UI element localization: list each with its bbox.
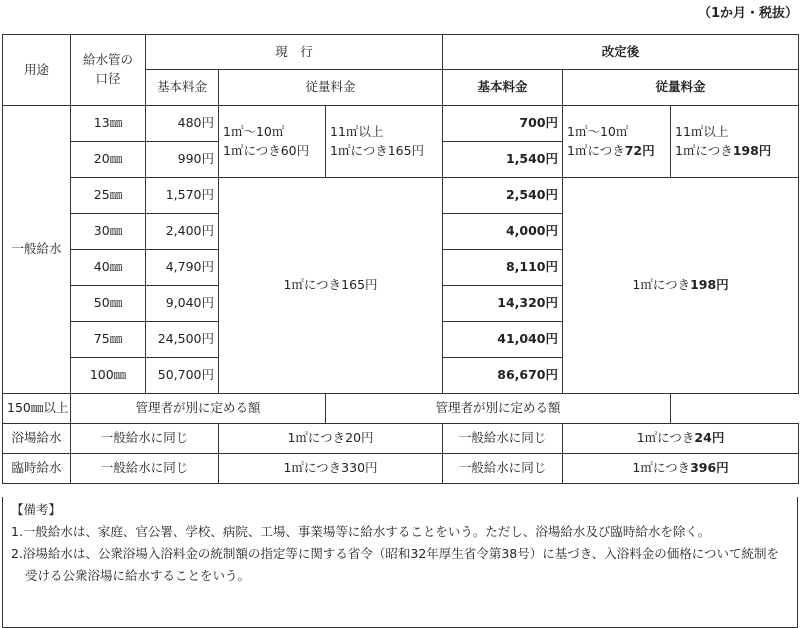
revised-basic: 4,000円 <box>443 214 563 250</box>
header-revised: 改定後 <box>443 35 799 70</box>
diameter: 150㎜以上 <box>3 394 71 424</box>
revised-basic: 41,040円 <box>443 322 563 358</box>
current-basic: 一般給水に同じ <box>71 424 219 454</box>
diameter: 50㎜ <box>71 286 146 322</box>
revised-basic: 14,320円 <box>443 286 563 322</box>
table-row <box>3 394 799 424</box>
current-tier1: 1㎡〜10㎡ 1㎡につき60円 <box>219 106 326 178</box>
revised-volume: 1㎡につき24円 <box>563 424 799 454</box>
current-volume: 1㎡につき330円 <box>219 454 443 484</box>
header-current-volume: 従量料金 <box>219 70 443 106</box>
revised-basic: 一般給水に同じ <box>443 454 563 484</box>
diameter: 75㎜ <box>71 322 146 358</box>
notes-title: 【備考】 <box>11 502 62 517</box>
revised-basic: 1,540円 <box>443 142 563 178</box>
current-basic: 一般給水に同じ <box>71 454 219 484</box>
current-basic: 1,570円 <box>146 178 219 214</box>
header-current-basic: 基本料金 <box>146 70 219 106</box>
revised-volume: 1㎡につき396円 <box>563 454 799 484</box>
table-row-temp <box>3 454 799 484</box>
revised-basic: 86,670円 <box>443 358 563 394</box>
current-basic: 2,400円 <box>146 214 219 250</box>
current-basic: 480円 <box>146 106 219 142</box>
revised-basic: 一般給水に同じ <box>443 424 563 454</box>
revised-tier1: 1㎡〜10㎡ 1㎡につき72円 <box>563 106 671 178</box>
diameter: 25㎜ <box>71 178 146 214</box>
table-row-bath <box>3 424 799 454</box>
diameter: 40㎜ <box>71 250 146 286</box>
header-diameter: 給水管の 口径 <box>71 35 146 106</box>
header-revised-volume: 従量料金 <box>563 70 799 106</box>
revised-basic: 2,540円 <box>443 178 563 214</box>
usage: 一般給水 <box>3 106 71 394</box>
diameter: 100㎜ <box>71 358 146 394</box>
header-current: 現 行 <box>146 35 443 70</box>
current-basic: 24,500円 <box>146 322 219 358</box>
revised-flat: 1㎡につき198円 <box>563 178 799 394</box>
table-row <box>3 106 799 142</box>
diameter: 30㎜ <box>71 214 146 250</box>
current-flat: 1㎡につき165円 <box>219 178 443 394</box>
revised-tier2: 11㎡以上 1㎡につき198円 <box>671 106 799 178</box>
usage: 浴場給水 <box>3 424 71 454</box>
water-rate-table <box>2 34 799 484</box>
diameter: 20㎜ <box>71 142 146 178</box>
header-usage: 用途 <box>3 35 71 106</box>
current-rate: 管理者が別に定める額 <box>71 394 326 424</box>
current-basic: 50,700円 <box>146 358 219 394</box>
notes <box>2 497 798 628</box>
usage: 臨時給水 <box>3 454 71 484</box>
table-row <box>3 178 799 214</box>
current-basic: 990円 <box>146 142 219 178</box>
revised-basic: 8,110円 <box>443 250 563 286</box>
current-basic: 4,790円 <box>146 250 219 286</box>
header-revised-basic: 基本料金 <box>443 70 563 106</box>
diameter: 13㎜ <box>71 106 146 142</box>
revised-basic: 700円 <box>443 106 563 142</box>
current-volume: 1㎡につき20円 <box>219 424 443 454</box>
revised-rate: 管理者が別に定める額 <box>326 394 671 424</box>
note-2: 2.浴場給水は、公衆浴場入浴料金の統制額の指定等に関する省令（昭和32年厚生省令第38号）に基づき、入浴料金の価格について統制を受ける公衆浴場に給水することをいう。 <box>11 546 779 583</box>
unit-note: （1か月・税抜） <box>697 6 798 21</box>
current-tier2: 11㎡以上 1㎡につき165円 <box>326 106 443 178</box>
current-basic: 9,040円 <box>146 286 219 322</box>
note-1: 1.一般給水は、家庭、官公署、学校、病院、工場、事業場等に給水することをいう。ただし、浴場給水及び臨時給水を除く。 <box>11 524 711 539</box>
